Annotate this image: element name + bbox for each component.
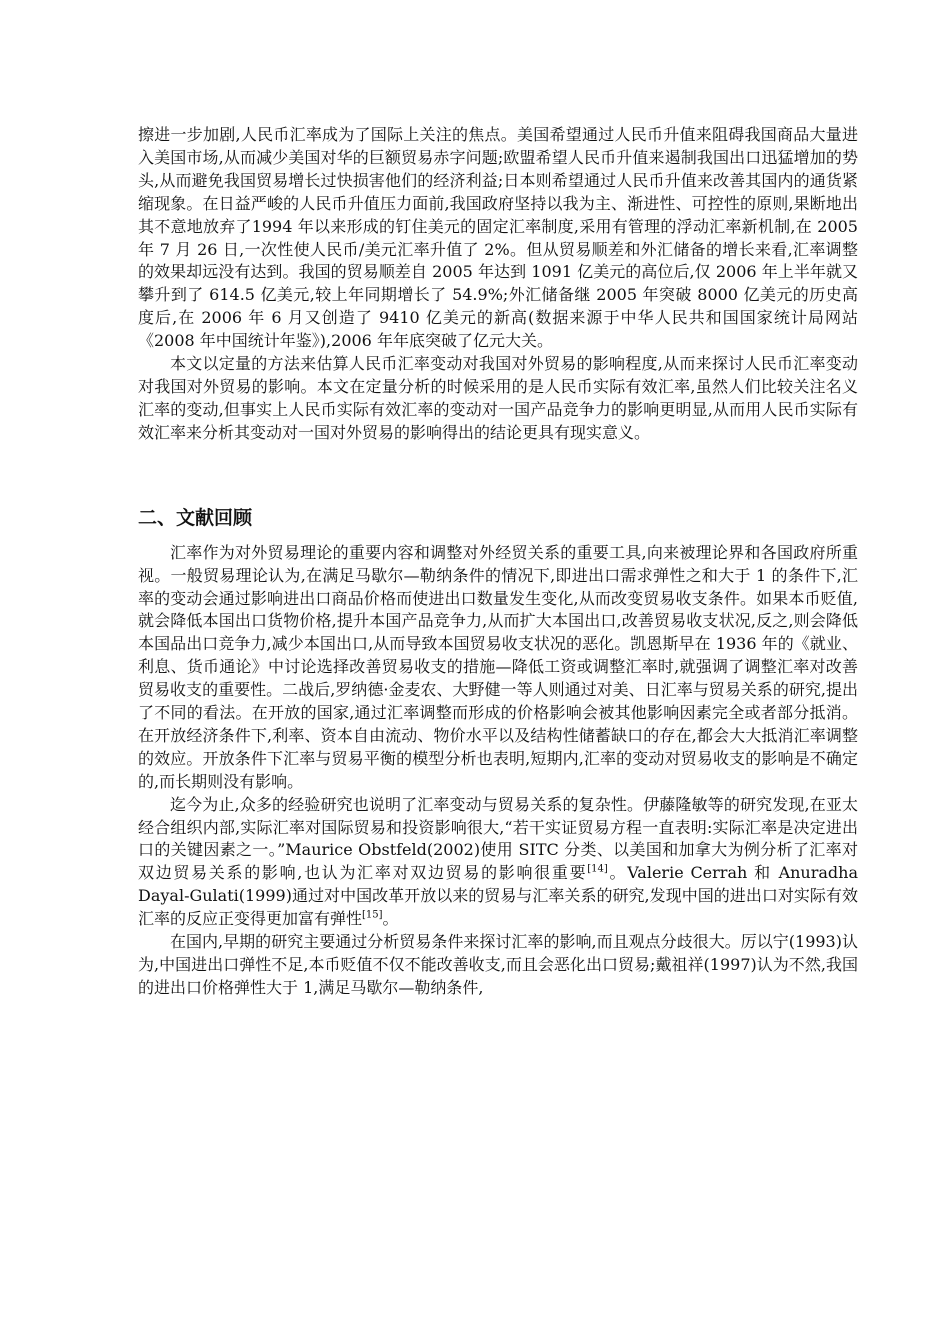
section-heading-literature-review: 二、文献回顾: [138, 506, 253, 529]
document-page: [138, 124, 858, 1000]
paragraph-domestic-studies: 在国内,早期的研究主要通过分析贸易条件来探讨汇率的影响,而且观点分歧很大。厉以宁(1993)认为,中国进出口弹性不足,本币贬值不仅不能改善收支,而且会恶化出口贸易;戴祖祥(1997)认为不然,我国的进出口价格弹性大于 1,满足马歇尔—勒纳条件,: [138, 932, 858, 997]
paragraph-intro-continued: 擦进一步加剧,人民币汇率成为了国际上关注的焦点。美国希望通过人民币升值来阻碍我国商品大量进入美国市场,从而减少美国对华的巨额贸易赤字问题;欧盟希望人民币升值来遏制我国出口迅猛增加的势头,从而避免我国贸易增长过快损害他们的经济利益;日本则希望通过人民币升值来改善其国内的通货紧缩现象。在日益严峻的人民币升值压力面前,我国政府坚持以我为主、渐进性、可控性的原则,果断地出其不意地放弃了1994 年以来形成的钉住美元的固定汇率制度,采用有管理的浮动汇率新机制,在 2005 年 7 月 26 日,一次性使人民币/美元汇率升值了 2%。但从贸易顺差和外汇储备的增长来看,汇率调整的效果却远没有达到。我国的贸易顺差自 2005 年达到 1091 亿美元的高位后,仅 2006 年上半年就又攀升到了 614.5 亿美元,较上年同期增长了 54.9%;外汇储备继 2005 年突破 8000 亿美元的历史高度后,在 2006 年 6 月又创造了 9410 亿美元的新高(数据来源于中华人民共和国国家统计局网站《2008 年中国统计年鉴》),2006 年年底突破了亿元大关。: [138, 125, 858, 351]
paragraph-exchange-rate-theory: 汇率作为对外贸易理论的重要内容和调整对外经贸关系的重要工具,向来被理论界和各国政府所重视。一般贸易理论认为,在满足马歇尔—勒纳条件的情况下,即进出口需求弹性之和大于 1 的条件下,汇率的变动会通过影响进出口商品价格而使进出口数量发生变化,从而改变贸易收支条件。如果本币贬值,就会降低本国出口货物价格,提升本国产品竞争力,从而扩大本国出口,改善贸易收支状况,反之,则会降低本国品出口竞争力,减少本国出口,从而导致本国贸易收支状况的恶化。凯恩斯早在 1936 年的《就业、利息、货币通论》中讨论选择改善贸易收支的措施—降低工资或调整汇率时,就强调了调整汇率对改善贸易收支的重要性。二战后,罗纳德·金麦农、大野健一等人则通过对美、日汇率与贸易关系的研究,提出了不同的看法。在开放的国家,通过汇率调整而形成的价格影响会被其他影响因素完全或者部分抵消。在开放经济条件下,利率、资本自由流动、物价水平以及结构性储蓄缺口的存在,都会大大抵消汇率调整的效应。开放条件下汇率与贸易平衡的模型分析也表明,短期内,汇率的变动对贸易收支的影响是不确定的,而长期则没有影响。: [138, 542, 858, 791]
paragraph-text: 。Valerie Cerrah 和 Anuradha Dayal-Gulati(1999)通过对中国改革开放以来的贸易与汇率关系的研究,发现中国的进出口对实际有效汇率的反应正变得更加富有弹性: [138, 863, 859, 929]
citation-ref-14: [14]: [587, 864, 608, 876]
paragraph-text: 迄今为止,众多的经验研究也说明了汇率变动与贸易关系的复杂性。伊藤隆敏等的研究发现,在亚太经合组织内部,实际汇率对国际贸易和投资影响很大,“若干实证贸易方程一直表明:实际汇率是决定进出口的关键因素之一。”Maurice Obstfeld(2002)使用 SITC 分类、以美国和加拿大为例分析了汇率对双边贸易关系的影响,也认为汇率对双边贸易的影响很重要: [138, 794, 858, 883]
paragraph-empirical-studies: [138, 794, 858, 931]
paragraph-text: 。: [382, 909, 399, 929]
paragraph-study-purpose: 本文以定量的方法来估算人民币汇率变动对我国对外贸易的影响程度,从而来探讨人民币汇率变动对我国对外贸易的影响。本文在定量分析的时候采用的是人民币实际有效汇率,虽然人们比较关注名义汇率的变动,但事实上人民币实际有效汇率的变动对一国产品竞争力的影响更明显,从而用人民币实际有效汇率来分析其变动对一国对外贸易的影响得出的结论更具有现实意义。: [138, 354, 858, 442]
citation-ref-15: [15]: [362, 909, 383, 921]
